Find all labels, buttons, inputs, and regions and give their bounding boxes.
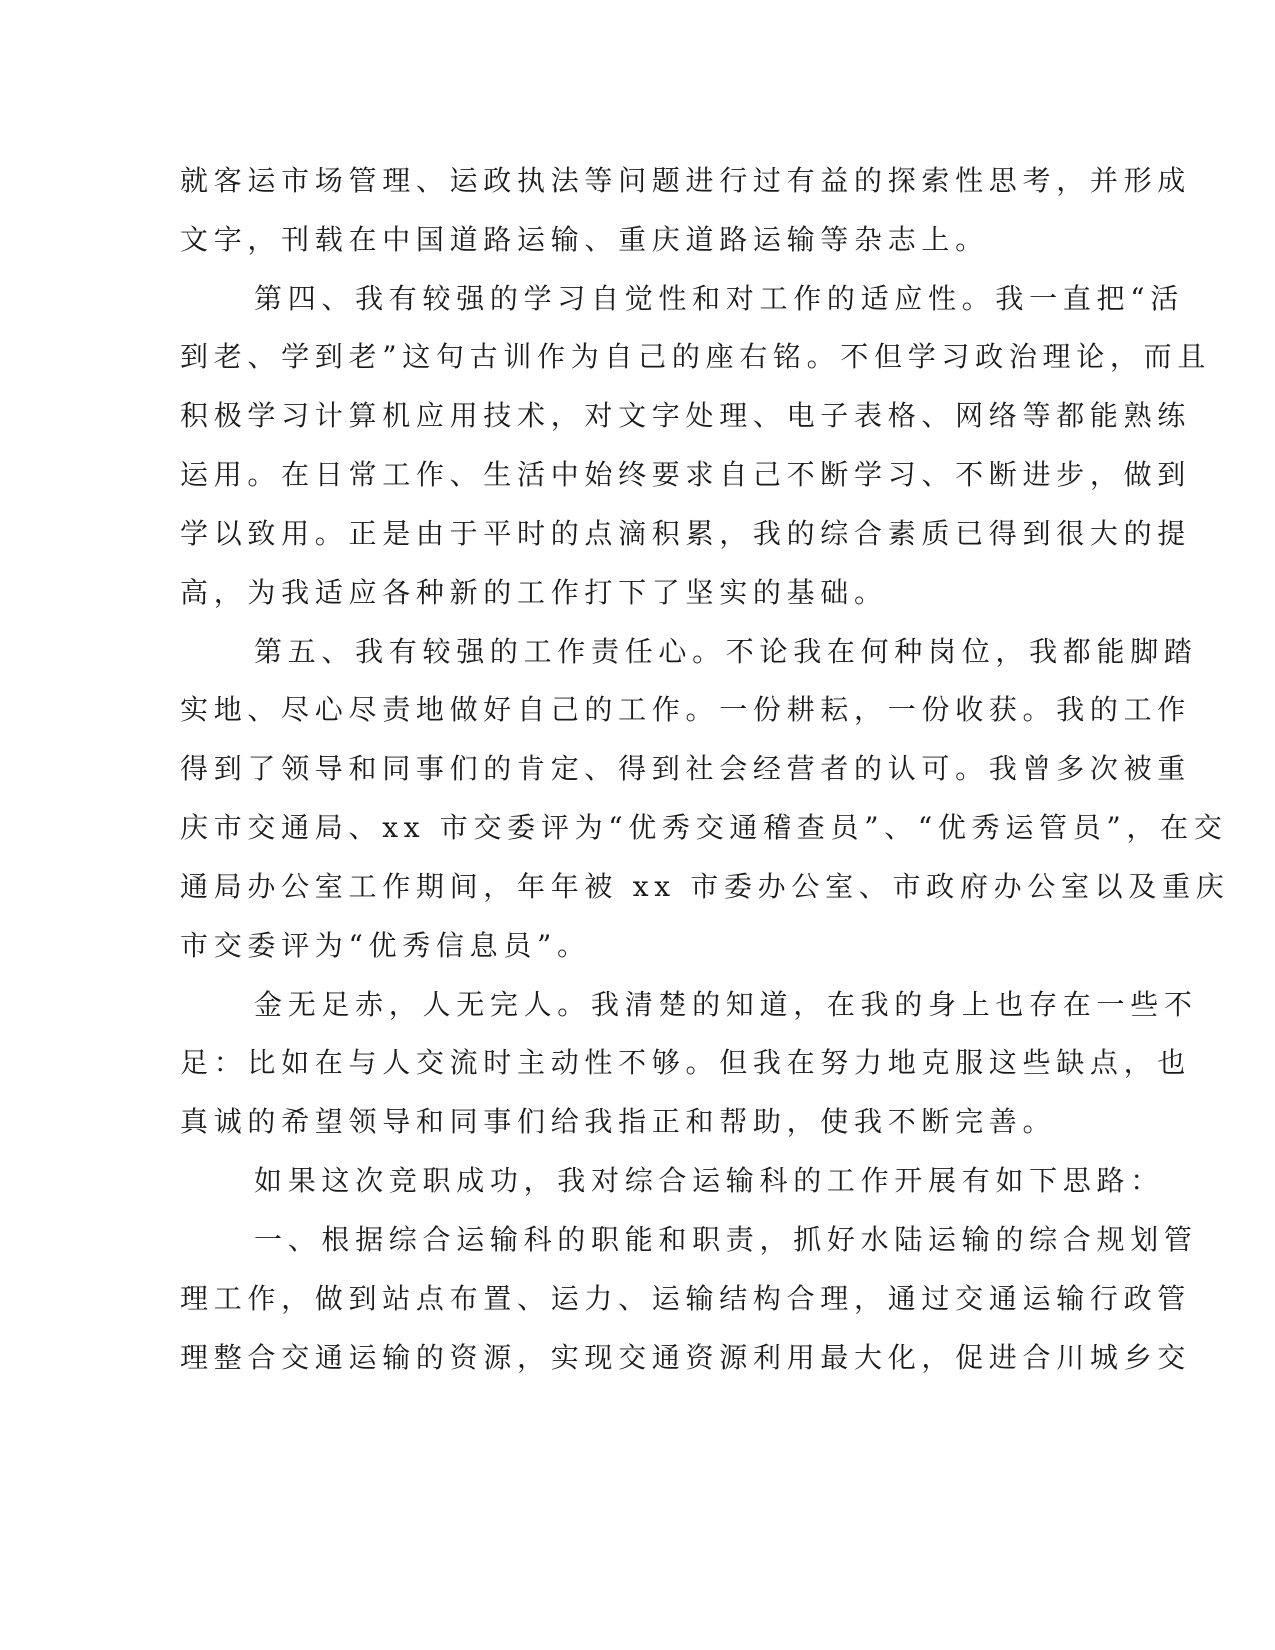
text-line: 真诚的希望领导和同事们给我指正和帮助，使我不断完善。	[180, 1105, 1057, 1138]
text-line: 一、根据综合运输科的职能和职责，抓好水陆运输的综合规划管	[254, 1223, 1198, 1256]
text-line: 足：比如在与人交流时主动性不够。但我在努力地克服这些缺点，也	[180, 1046, 1192, 1079]
text-line: 金无足赤，人无完人。我清楚的知道，在我的身上也存在一些不	[254, 988, 1198, 1021]
text-line: 理工作，做到站点布置、运力、运输结构合理，通过交通运输行政管	[180, 1282, 1192, 1315]
text-line: 就客运市场管理、运政执法等问题进行过有益的探索性思考，并形成	[180, 164, 1192, 197]
text-line: 第五、我有较强的工作责任心。不论我在何种岗位，我都能脚踏	[254, 635, 1198, 668]
text-line: 运用。在日常工作、生活中始终要求自己不断学习、不断进步，做到	[180, 458, 1192, 491]
text-line: 文字，刊载在中国道路运输、重庆道路运输等杂志上。	[180, 223, 989, 256]
text-line: 第四、我有较强的学习自觉性和对工作的适应性。我一直把“活	[254, 282, 1184, 315]
text-line: 庆市交通局、xx 市交委评为“优秀交通稽查员”、“优秀运管员”，在交	[180, 811, 1228, 844]
text-line: 通局办公室工作期间，年年被 xx 市委办公室、市政府办公室以及重庆	[180, 870, 1230, 903]
text-line: 实地、尽心尽责地做好自己的工作。一份耕耘，一份收获。我的工作	[180, 693, 1192, 726]
text-line: 如果这次竞职成功，我对综合运输科的工作开展有如下思路：	[254, 1164, 1164, 1197]
text-line: 市交委评为“优秀信息员”。	[180, 929, 591, 962]
text-line: 高，为我适应各种新的工作打下了坚实的基础。	[180, 576, 888, 609]
text-line: 到老、学到老”这句古训作为自己的座右铭。不但学习政治理论，而且	[180, 340, 1212, 373]
text-line: 得到了领导和同事们的肯定、得到社会经营者的认可。我曾多次被重	[180, 752, 1192, 785]
text-line: 学以致用。正是由于平时的点滴积累，我的综合素质已得到很大的提	[180, 517, 1192, 550]
text-line: 积极学习计算机应用技术，对文字处理、电子表格、网络等都能熟练	[180, 399, 1192, 432]
text-line: 理整合交通运输的资源，实现交通资源利用最大化，促进合川城乡交	[180, 1341, 1192, 1374]
